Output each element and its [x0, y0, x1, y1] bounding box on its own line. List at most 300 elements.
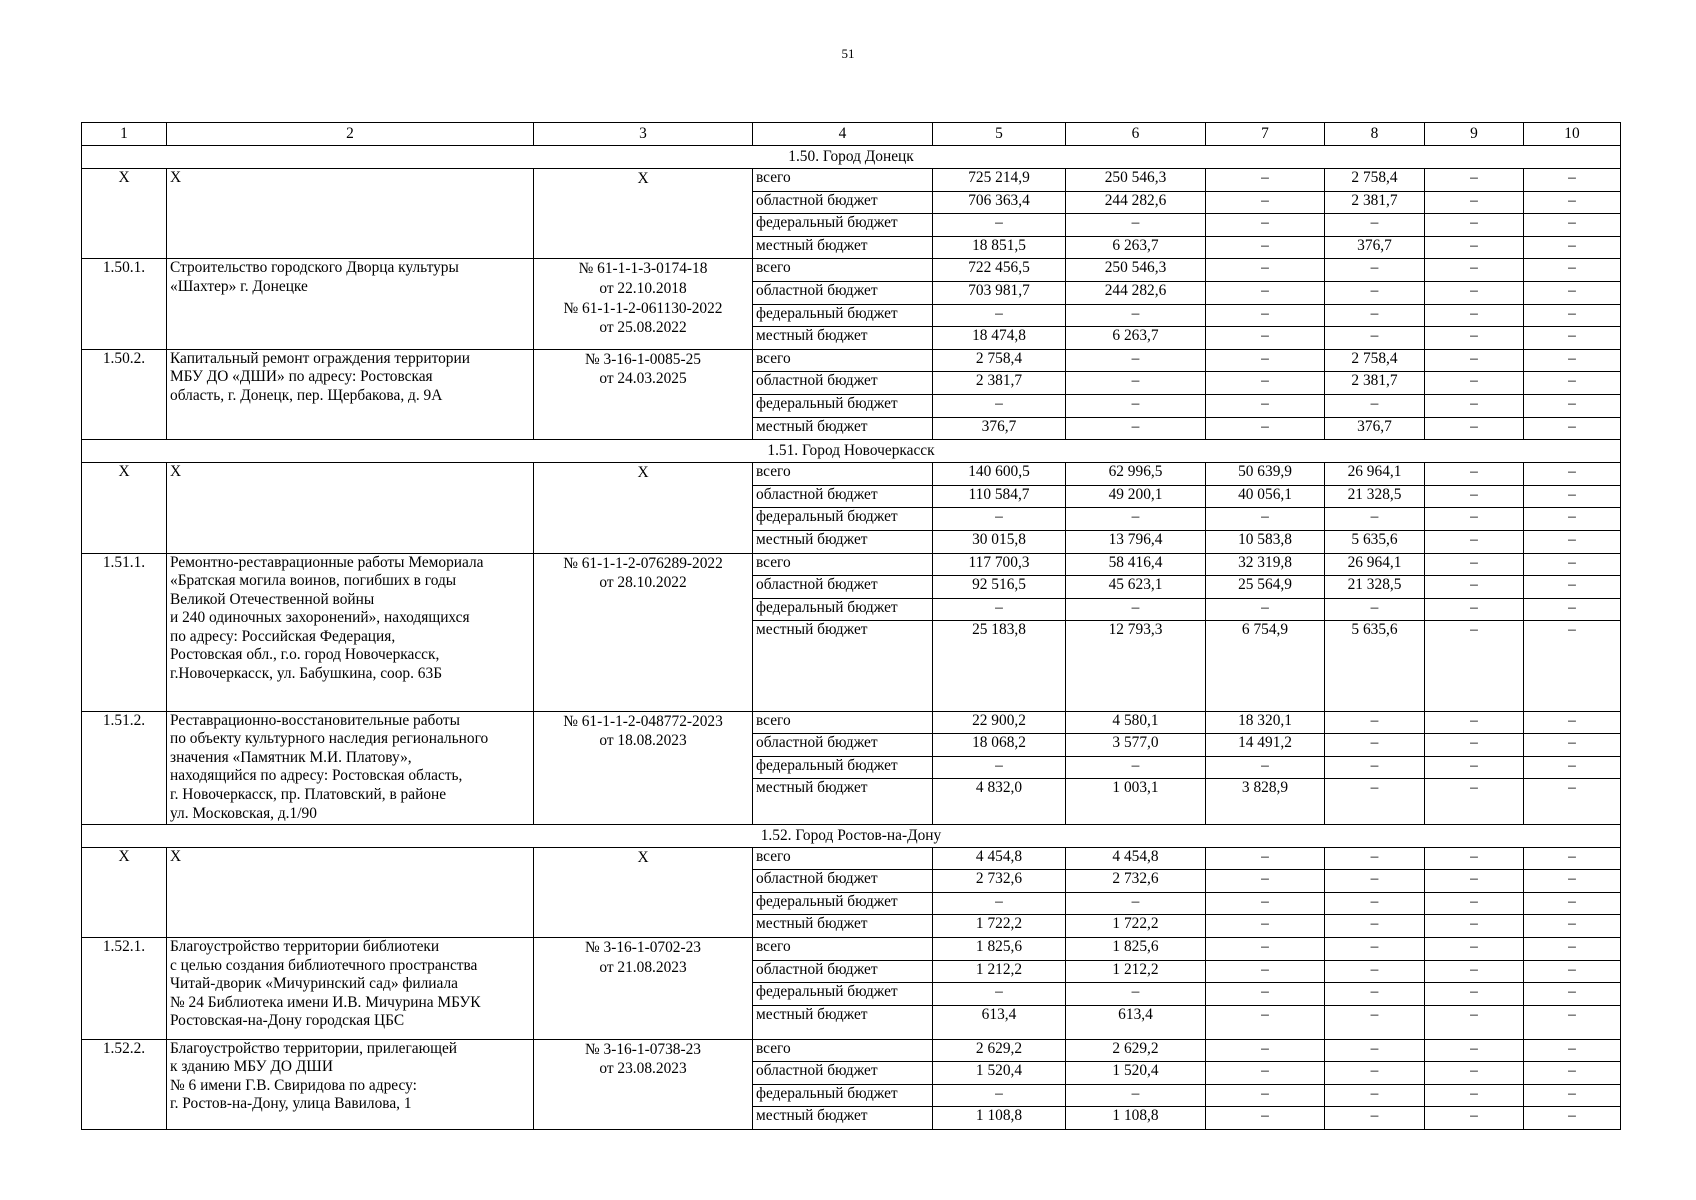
item-number: Х: [82, 847, 167, 937]
item-number: 1.51.2.: [82, 711, 167, 824]
amount-cell: –: [1524, 734, 1621, 757]
amount-cell: 703 981,7: [933, 281, 1066, 304]
amount-cell: 4 832,0: [933, 779, 1066, 824]
amount-cell: –: [1524, 779, 1621, 824]
amount-cell: –: [1325, 983, 1425, 1006]
funding-source: местный бюджет: [753, 236, 933, 259]
amount-cell: 3 828,9: [1206, 779, 1325, 824]
funding-source: всего: [753, 938, 933, 961]
amount-cell: –: [1425, 508, 1524, 531]
amount-cell: 12 793,3: [1066, 621, 1206, 711]
amount-cell: –: [1206, 870, 1325, 893]
amount-cell: 1 825,6: [933, 938, 1066, 961]
amount-cell: 6 263,7: [1066, 236, 1206, 259]
item-number: 1.51.1.: [82, 553, 167, 711]
expertise-document: № 3-16-1-0738-23 от 23.08.2023: [534, 1039, 753, 1129]
amount-cell: –: [1325, 1005, 1425, 1039]
funding-source: местный бюджет: [753, 1005, 933, 1039]
expertise-document: Х: [534, 463, 753, 553]
amount-cell: 26 964,1: [1325, 553, 1425, 576]
amount-cell: –: [1325, 327, 1425, 350]
section-header-row: [82, 440, 1621, 463]
amount-cell: –: [1325, 915, 1425, 938]
amount-cell: 5 635,6: [1325, 530, 1425, 553]
amount-cell: –: [1524, 485, 1621, 508]
amount-cell: –: [1206, 191, 1325, 214]
amount-cell: –: [1524, 553, 1621, 576]
amount-cell: 1 520,4: [933, 1062, 1066, 1085]
amount-cell: 26 964,1: [1325, 463, 1425, 486]
expertise-document: № 3-16-1-0702-23 от 21.08.2023: [534, 938, 753, 1040]
amount-cell: –: [1425, 1005, 1524, 1039]
amount-cell: –: [1524, 1039, 1621, 1062]
amount-cell: –: [1524, 327, 1621, 350]
amount-cell: –: [1206, 892, 1325, 915]
table-body: [82, 123, 1621, 1130]
amount-cell: –: [1325, 1107, 1425, 1130]
amount-cell: –: [1206, 1039, 1325, 1062]
amount-cell: –: [1524, 1062, 1621, 1085]
amount-cell: 4 454,8: [933, 847, 1066, 870]
funding-source: областной бюджет: [753, 1062, 933, 1085]
amount-cell: –: [1524, 621, 1621, 711]
amount-cell: –: [1425, 485, 1524, 508]
amount-cell: 140 600,5: [933, 463, 1066, 486]
amount-cell: –: [1206, 349, 1325, 372]
amount-cell: 13 796,4: [1066, 530, 1206, 553]
amount-cell: –: [1524, 214, 1621, 237]
amount-cell: 21 328,5: [1325, 485, 1425, 508]
table-row: [82, 259, 1621, 282]
amount-cell: –: [1325, 734, 1425, 757]
item-name: Реставрационно-восстановительные работы по объекту культурного наследия регионального значения «Памятник М.И. Платову», находящийся по адресу: Ростовская область, г. Новочеркасск, пр. Платовский, в районе ул. Московская, д.1/90: [167, 711, 534, 824]
amount-cell: –: [1066, 417, 1206, 440]
amount-cell: –: [933, 756, 1066, 779]
funding-source: местный бюджет: [753, 327, 933, 350]
amount-cell: –: [1524, 463, 1621, 486]
amount-cell: –: [1524, 892, 1621, 915]
item-number: 1.50.2.: [82, 349, 167, 439]
funding-source: местный бюджет: [753, 530, 933, 553]
amount-cell: 2 758,4: [1325, 169, 1425, 192]
amount-cell: –: [933, 983, 1066, 1006]
amount-cell: 58 416,4: [1066, 553, 1206, 576]
amount-cell: 244 282,6: [1066, 281, 1206, 304]
amount-cell: –: [1206, 417, 1325, 440]
item-number: 1.52.2.: [82, 1039, 167, 1129]
item-name: Строительство городского Дворца культуры «Шахтер» г. Донецке: [167, 259, 534, 349]
item-name: Ремонтно-реставрационные работы Мемориала «Братская могила воинов, погибших в годы Великой Отечественной войны и 240 одиночных захоронений», находящихся по адресу: Российская Федерация, Ростовская обл., г.о. город Новочеркасск, г.Новочеркасск, ул. Бабушкина, соор. 63Б: [167, 553, 534, 711]
amount-cell: 2 381,7: [1325, 372, 1425, 395]
expertise-document: № 3-16-1-0085-25 от 24.03.2025: [534, 349, 753, 439]
amount-cell: 22 900,2: [933, 711, 1066, 734]
funding-source: местный бюджет: [753, 1107, 933, 1130]
amount-cell: –: [1206, 281, 1325, 304]
table-row: [82, 711, 1621, 734]
amount-cell: 18 474,8: [933, 327, 1066, 350]
funding-source: всего: [753, 259, 933, 282]
amount-cell: –: [1206, 304, 1325, 327]
amount-cell: –: [1425, 1084, 1524, 1107]
amount-cell: –: [1325, 1039, 1425, 1062]
amount-cell: 3 577,0: [1066, 734, 1206, 757]
section-header-row: [82, 824, 1621, 847]
amount-cell: –: [1425, 779, 1524, 824]
column-header: 7: [1206, 123, 1325, 146]
amount-cell: 2 758,4: [1325, 349, 1425, 372]
amount-cell: –: [1325, 281, 1425, 304]
item-name: Х: [167, 463, 534, 553]
item-number: 1.50.1.: [82, 259, 167, 349]
item-name: Благоустройство территории, прилегающей к зданию МБУ ДО ДШИ № 6 имени Г.В. Свиридова по адресу: г. Ростов-на-Дону, улица Вавилова, 1: [167, 1039, 534, 1129]
funding-source: областной бюджет: [753, 281, 933, 304]
amount-cell: 5 635,6: [1325, 621, 1425, 711]
amount-cell: –: [1066, 304, 1206, 327]
amount-cell: –: [1425, 349, 1524, 372]
amount-cell: 1 108,8: [1066, 1107, 1206, 1130]
amount-cell: –: [1425, 734, 1524, 757]
funding-source: областной бюджет: [753, 191, 933, 214]
amount-cell: 117 700,3: [933, 553, 1066, 576]
amount-cell: –: [1206, 1084, 1325, 1107]
amount-cell: –: [1425, 417, 1524, 440]
amount-cell: –: [1524, 756, 1621, 779]
amount-cell: 2 732,6: [1066, 870, 1206, 893]
section-title: 1.52. Город Ростов-на-Дону: [82, 824, 1621, 847]
amount-cell: –: [1425, 870, 1524, 893]
funding-source: всего: [753, 463, 933, 486]
amount-cell: –: [933, 214, 1066, 237]
amount-cell: –: [1206, 214, 1325, 237]
table-row: [82, 1039, 1621, 1062]
amount-cell: –: [1066, 756, 1206, 779]
amount-cell: 250 546,3: [1066, 259, 1206, 282]
table-row: [82, 463, 1621, 486]
table-row: [82, 349, 1621, 372]
amount-cell: 6 754,9: [1206, 621, 1325, 711]
funding-source: областной бюджет: [753, 870, 933, 893]
item-number: Х: [82, 169, 167, 259]
amount-cell: –: [1524, 236, 1621, 259]
section-title: 1.50. Город Донецк: [82, 146, 1621, 169]
amount-cell: 1 108,8: [933, 1107, 1066, 1130]
amount-cell: –: [1425, 304, 1524, 327]
amount-cell: 21 328,5: [1325, 576, 1425, 599]
amount-cell: –: [1206, 938, 1325, 961]
amount-cell: 40 056,1: [1206, 485, 1325, 508]
amount-cell: 376,7: [1325, 236, 1425, 259]
funding-source: областной бюджет: [753, 960, 933, 983]
funding-source: всего: [753, 349, 933, 372]
page-number: 51: [841, 46, 855, 61]
amount-cell: –: [1524, 394, 1621, 417]
amount-cell: 725 214,9: [933, 169, 1066, 192]
amount-cell: –: [1425, 1107, 1524, 1130]
section-header-row: [82, 146, 1621, 169]
budget-table: [81, 122, 1621, 1130]
expertise-document: Х: [534, 847, 753, 937]
funding-source: всего: [753, 169, 933, 192]
funding-source: федеральный бюджет: [753, 1084, 933, 1107]
amount-cell: –: [1425, 191, 1524, 214]
amount-cell: 4 454,8: [1066, 847, 1206, 870]
amount-cell: –: [933, 892, 1066, 915]
amount-cell: –: [1524, 960, 1621, 983]
amount-cell: 14 491,2: [1206, 734, 1325, 757]
amount-cell: 1 003,1: [1066, 779, 1206, 824]
amount-cell: –: [1524, 711, 1621, 734]
amount-cell: –: [1524, 530, 1621, 553]
amount-cell: 18 068,2: [933, 734, 1066, 757]
column-header: 5: [933, 123, 1066, 146]
amount-cell: 376,7: [933, 417, 1066, 440]
amount-cell: 6 263,7: [1066, 327, 1206, 350]
amount-cell: –: [1066, 372, 1206, 395]
column-header: 10: [1524, 123, 1621, 146]
amount-cell: –: [933, 1084, 1066, 1107]
expertise-document: № 61-1-1-2-076289-2022 от 28.10.2022: [534, 553, 753, 711]
amount-cell: –: [1425, 281, 1524, 304]
amount-cell: 4 580,1: [1066, 711, 1206, 734]
table-row: [82, 169, 1621, 192]
amount-cell: 62 996,5: [1066, 463, 1206, 486]
amount-cell: 1 722,2: [1066, 915, 1206, 938]
amount-cell: –: [1524, 508, 1621, 531]
amount-cell: –: [1425, 394, 1524, 417]
amount-cell: –: [1325, 1084, 1425, 1107]
funding-source: областной бюджет: [753, 372, 933, 395]
amount-cell: –: [1524, 598, 1621, 621]
funding-source: местный бюджет: [753, 915, 933, 938]
amount-cell: –: [1425, 169, 1524, 192]
amount-cell: 32 319,8: [1206, 553, 1325, 576]
amount-cell: –: [1524, 938, 1621, 961]
amount-cell: 613,4: [1066, 1005, 1206, 1039]
funding-source: всего: [753, 711, 933, 734]
amount-cell: –: [933, 394, 1066, 417]
item-number: 1.52.1.: [82, 938, 167, 1040]
amount-cell: –: [1325, 508, 1425, 531]
amount-cell: –: [1066, 508, 1206, 531]
amount-cell: –: [1206, 983, 1325, 1006]
amount-cell: 2 732,6: [933, 870, 1066, 893]
amount-cell: 18 320,1: [1206, 711, 1325, 734]
funding-source: федеральный бюджет: [753, 983, 933, 1006]
amount-cell: 2 758,4: [933, 349, 1066, 372]
amount-cell: 722 456,5: [933, 259, 1066, 282]
amount-cell: –: [1325, 214, 1425, 237]
amount-cell: –: [1206, 372, 1325, 395]
amount-cell: –: [1524, 1107, 1621, 1130]
funding-source: федеральный бюджет: [753, 598, 933, 621]
funding-source: областной бюджет: [753, 734, 933, 757]
amount-cell: –: [1325, 1062, 1425, 1085]
item-name: Благоустройство территории библиотеки с целью создания библиотечного пространства Читай-дворик «Мичуринский сад» филиала № 24 Библиотека имени И.В. Мичурина МБУК Ростовская-на-Дону городская ЦБС: [167, 938, 534, 1040]
amount-cell: –: [1206, 1062, 1325, 1085]
amount-cell: 49 200,1: [1066, 485, 1206, 508]
funding-source: федеральный бюджет: [753, 214, 933, 237]
amount-cell: –: [1524, 304, 1621, 327]
funding-source: всего: [753, 847, 933, 870]
amount-cell: –: [1206, 327, 1325, 350]
amount-cell: –: [1524, 983, 1621, 1006]
amount-cell: –: [1206, 236, 1325, 259]
amount-cell: –: [1425, 983, 1524, 1006]
column-header: 9: [1425, 123, 1524, 146]
amount-cell: –: [1066, 349, 1206, 372]
amount-cell: 92 516,5: [933, 576, 1066, 599]
amount-cell: –: [1206, 847, 1325, 870]
amount-cell: –: [1425, 530, 1524, 553]
amount-cell: –: [1206, 169, 1325, 192]
amount-cell: 25 183,8: [933, 621, 1066, 711]
funding-source: федеральный бюджет: [753, 394, 933, 417]
funding-source: областной бюджет: [753, 576, 933, 599]
amount-cell: –: [1425, 372, 1524, 395]
item-name: Х: [167, 847, 534, 937]
amount-cell: 10 583,8: [1206, 530, 1325, 553]
amount-cell: –: [1206, 394, 1325, 417]
expertise-document: № 61-1-1-2-048772-2023 от 18.08.2023: [534, 711, 753, 824]
table-row: [82, 553, 1621, 576]
amount-cell: –: [1325, 847, 1425, 870]
amount-cell: –: [1524, 372, 1621, 395]
amount-cell: –: [1524, 870, 1621, 893]
amount-cell: –: [1325, 756, 1425, 779]
amount-cell: 45 623,1: [1066, 576, 1206, 599]
amount-cell: 1 722,2: [933, 915, 1066, 938]
item-name: Х: [167, 169, 534, 259]
funding-source: всего: [753, 553, 933, 576]
amount-cell: 1 825,6: [1066, 938, 1206, 961]
funding-source: федеральный бюджет: [753, 892, 933, 915]
funding-source: федеральный бюджет: [753, 304, 933, 327]
amount-cell: –: [933, 304, 1066, 327]
amount-cell: –: [1425, 576, 1524, 599]
amount-cell: –: [1325, 259, 1425, 282]
column-header: 1: [82, 123, 167, 146]
amount-cell: –: [1425, 236, 1524, 259]
funding-source: местный бюджет: [753, 779, 933, 824]
amount-cell: 1 212,2: [933, 960, 1066, 983]
amount-cell: 2 381,7: [933, 372, 1066, 395]
amount-cell: –: [1425, 711, 1524, 734]
amount-cell: –: [1325, 304, 1425, 327]
column-header: 3: [534, 123, 753, 146]
amount-cell: 376,7: [1325, 417, 1425, 440]
amount-cell: 1 520,4: [1066, 1062, 1206, 1085]
amount-cell: –: [1524, 1084, 1621, 1107]
amount-cell: 50 639,9: [1206, 463, 1325, 486]
funding-source: областной бюджет: [753, 485, 933, 508]
amount-cell: 25 564,9: [1206, 576, 1325, 599]
expertise-document: № 61-1-1-3-0174-18 от 22.10.2018 № 61-1-1-2-061130-2022 от 25.08.2022: [534, 259, 753, 349]
amount-cell: –: [1325, 394, 1425, 417]
amount-cell: –: [1325, 598, 1425, 621]
column-header: 6: [1066, 123, 1206, 146]
amount-cell: –: [1425, 892, 1524, 915]
amount-cell: –: [1206, 1005, 1325, 1039]
amount-cell: 1 212,2: [1066, 960, 1206, 983]
funding-source: местный бюджет: [753, 417, 933, 440]
amount-cell: –: [1206, 259, 1325, 282]
amount-cell: –: [1425, 756, 1524, 779]
amount-cell: –: [1425, 259, 1524, 282]
expertise-document: Х: [534, 169, 753, 259]
amount-cell: –: [1425, 1039, 1524, 1062]
amount-cell: 2 629,2: [933, 1039, 1066, 1062]
column-header: 4: [753, 123, 933, 146]
table-row: [82, 938, 1621, 961]
amount-cell: –: [1066, 892, 1206, 915]
amount-cell: 2 381,7: [1325, 191, 1425, 214]
amount-cell: –: [1066, 983, 1206, 1006]
amount-cell: 250 546,3: [1066, 169, 1206, 192]
amount-cell: –: [1524, 191, 1621, 214]
amount-cell: –: [1325, 960, 1425, 983]
amount-cell: –: [1425, 960, 1524, 983]
amount-cell: –: [1524, 259, 1621, 282]
amount-cell: –: [1325, 870, 1425, 893]
amount-cell: –: [1325, 779, 1425, 824]
amount-cell: –: [1206, 960, 1325, 983]
amount-cell: –: [1206, 915, 1325, 938]
amount-cell: –: [1066, 214, 1206, 237]
funding-source: всего: [753, 1039, 933, 1062]
amount-cell: 706 363,4: [933, 191, 1066, 214]
amount-cell: –: [933, 598, 1066, 621]
table-row: [82, 847, 1621, 870]
funding-source: федеральный бюджет: [753, 756, 933, 779]
amount-cell: –: [1206, 508, 1325, 531]
amount-cell: –: [1425, 847, 1524, 870]
amount-cell: –: [1066, 1084, 1206, 1107]
amount-cell: –: [1206, 1107, 1325, 1130]
amount-cell: –: [1524, 281, 1621, 304]
amount-cell: –: [1524, 169, 1621, 192]
amount-cell: –: [1524, 417, 1621, 440]
amount-cell: –: [1524, 349, 1621, 372]
amount-cell: 110 584,7: [933, 485, 1066, 508]
amount-cell: –: [1425, 1062, 1524, 1085]
amount-cell: –: [1425, 463, 1524, 486]
amount-cell: 18 851,5: [933, 236, 1066, 259]
item-name: Капитальный ремонт ограждения территории МБУ ДО «ДШИ» по адресу: Ростовская область, г. Донецк, пер. Щербакова, д. 9А: [167, 349, 534, 439]
amount-cell: –: [1066, 598, 1206, 621]
amount-cell: –: [1066, 394, 1206, 417]
amount-cell: –: [1206, 756, 1325, 779]
amount-cell: –: [1524, 576, 1621, 599]
amount-cell: –: [1206, 598, 1325, 621]
section-title: 1.51. Город Новочеркасск: [82, 440, 1621, 463]
column-header: 2: [167, 123, 534, 146]
amount-cell: –: [1524, 1005, 1621, 1039]
amount-cell: 30 015,8: [933, 530, 1066, 553]
amount-cell: –: [1425, 598, 1524, 621]
amount-cell: 613,4: [933, 1005, 1066, 1039]
amount-cell: –: [1325, 892, 1425, 915]
amount-cell: –: [1425, 327, 1524, 350]
column-header: 8: [1325, 123, 1425, 146]
column-number-header-row: [82, 123, 1621, 146]
amount-cell: –: [1425, 214, 1524, 237]
item-number: Х: [82, 463, 167, 553]
amount-cell: 2 629,2: [1066, 1039, 1206, 1062]
amount-cell: –: [1425, 621, 1524, 711]
funding-source: федеральный бюджет: [753, 508, 933, 531]
amount-cell: –: [1524, 915, 1621, 938]
funding-source: местный бюджет: [753, 621, 933, 711]
